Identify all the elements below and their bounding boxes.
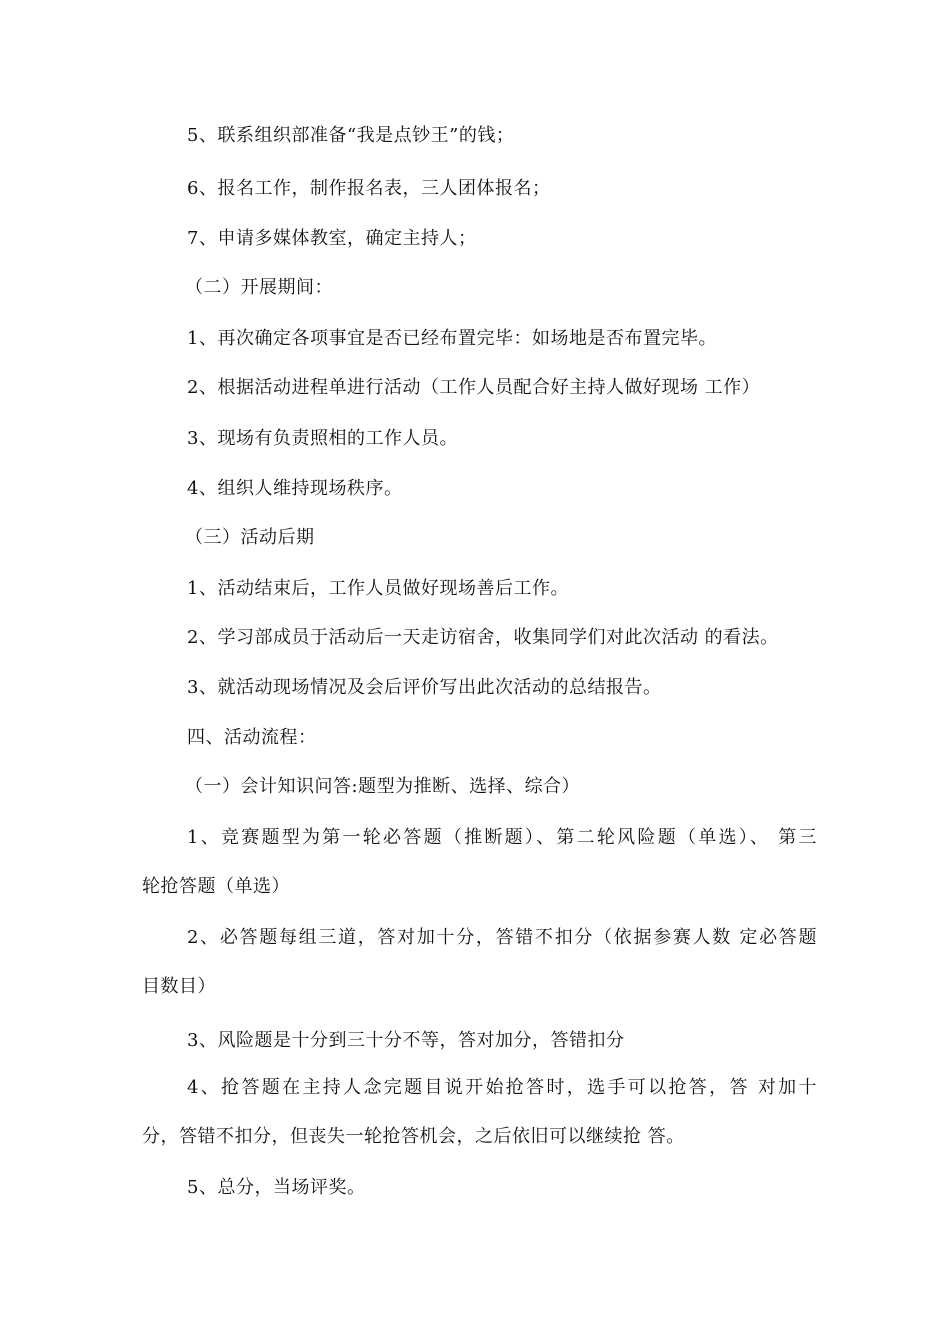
paragraph-line: 1、竞赛题型为第一轮必答题（推断题）、第二轮风险题（单选）、 第三: [187, 827, 817, 848]
paragraph-line: 目数目）: [142, 976, 216, 997]
paragraph-line: 3、就活动现场情况及会后评价写出此次活动的总结报告。: [187, 677, 662, 698]
section-heading: （三）活动后期: [185, 527, 315, 548]
paragraph-line: 4、组织人维持现场秩序。: [187, 478, 403, 499]
paragraph-line: 2、学习部成员于活动后一天走访宿舍，收集同学们对此次活动 的看法。: [187, 627, 779, 648]
paragraph-line: 2、必答题每组三道，答对加十分，答错不扣分（依据参赛人数 定必答题: [187, 927, 817, 948]
paragraph-line: 1、活动结束后，工作人员做好现场善后工作。: [187, 578, 569, 599]
paragraph-line: 6、报名工作，制作报名表，三人团体报名；: [187, 178, 551, 199]
paragraph-line: 4、抢答题在主持人念完题目说开始抢答时，选手可以抢答，答 对加十: [187, 1077, 817, 1098]
paragraph-line: 5、总分，当场评奖。: [187, 1177, 366, 1198]
paragraph-line: 7、申请多媒体教室，确定主持人；: [187, 228, 477, 249]
paragraph-line: 1、再次确定各项事宜是否已经布置完毕：如场地是否布置完毕。: [187, 328, 717, 349]
section-heading: 四、活动流程：: [187, 727, 317, 748]
paragraph-line: 2、根据活动进程单进行活动（工作人员配合好主持人做好现场 工作）: [187, 377, 761, 398]
paragraph-line: 3、风险题是十分到三十分不等，答对加分，答错扣分: [187, 1030, 625, 1051]
section-heading: （二）开展期间：: [185, 277, 333, 298]
section-heading: （一）会计知识问答:题型为推断、选择、综合）: [185, 776, 581, 797]
paragraph-line: 分，答错不扣分，但丧失一轮抢答机会，之后依旧可以继续抢 答。: [142, 1126, 685, 1147]
paragraph-line: 5、联系组织部准备“我是点钞王”的钱；: [187, 125, 515, 146]
paragraph-line: 3、现场有负责照相的工作人员。: [187, 428, 458, 449]
paragraph-line: 轮抢答题（单选）: [142, 876, 290, 897]
